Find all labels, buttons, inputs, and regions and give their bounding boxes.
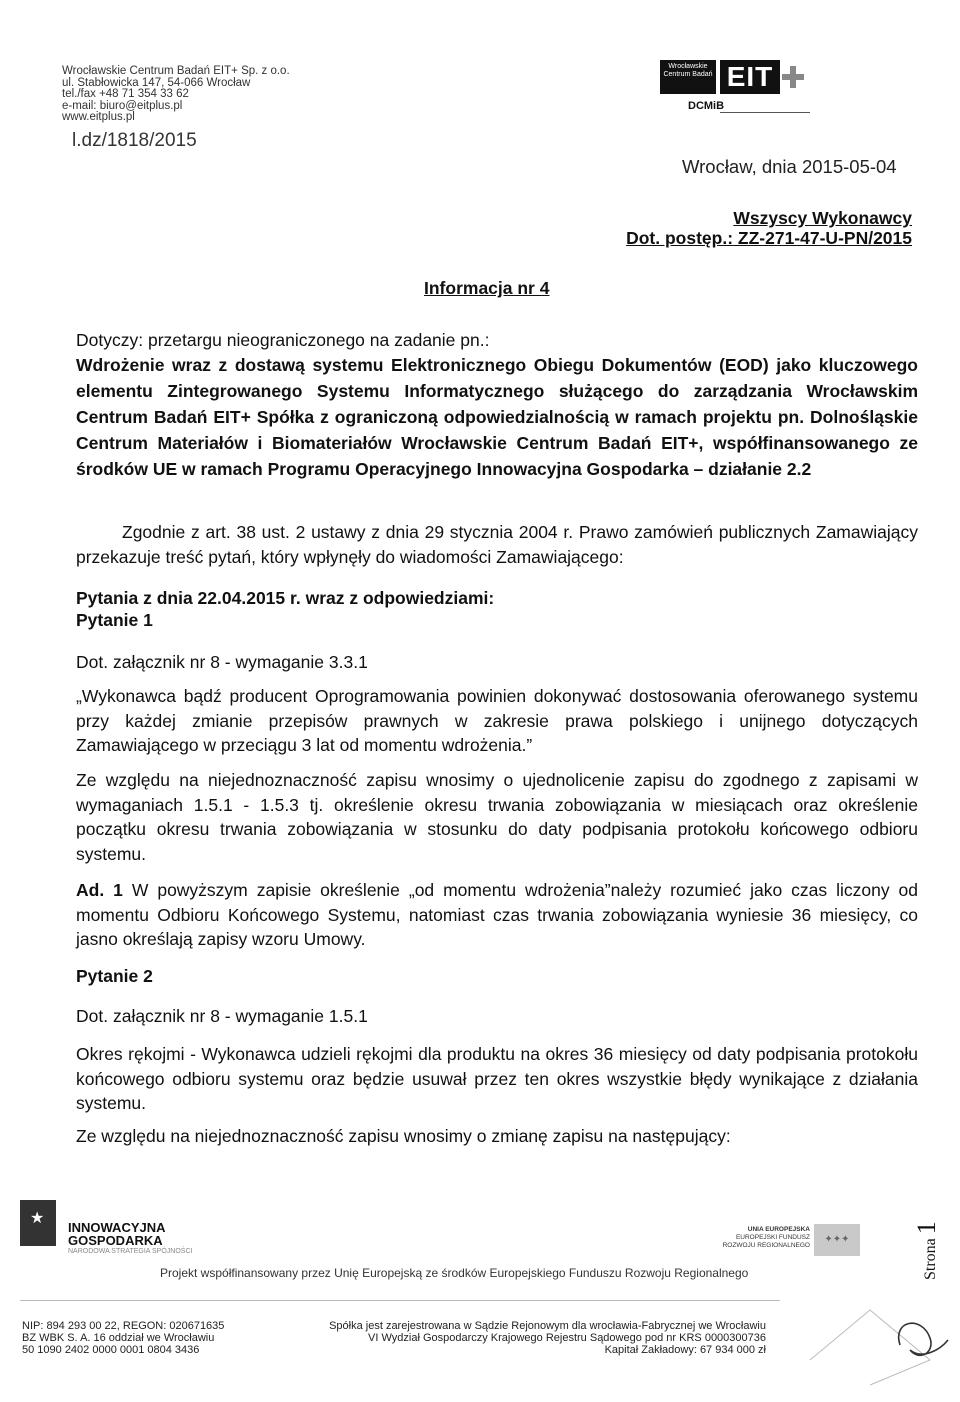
logo-plus-icon xyxy=(782,66,804,88)
company-phone: tel./fax +48 71 354 33 62 xyxy=(62,88,189,100)
company-email: e-mail: biuro@eitplus.pl xyxy=(62,99,183,112)
ig-title-2: GOSPODARKA xyxy=(68,1233,163,1248)
footer-bank: BZ WBK S. A. 16 oddział we Wrocławiu xyxy=(22,1332,215,1344)
footer-divider xyxy=(20,1300,780,1301)
footer-account: 50 1090 2402 0000 0001 0804 3436 xyxy=(22,1344,200,1356)
question-1-heading: Pytanie 1 xyxy=(76,610,153,630)
page-number-vertical xyxy=(912,1190,942,1280)
company-street: ul. Stabłowicka 147, 54-066 Wrocław xyxy=(62,76,251,89)
logo-underline xyxy=(720,112,810,113)
footer-krs: VI Wydział Gospodarczy Krajowego Rejestru Sądowego pod nr KRS 0000300736 xyxy=(368,1332,766,1344)
eu-line-3: ROZWOJU REGIONALNEGO xyxy=(722,1242,810,1249)
page-number: 1 xyxy=(912,1221,941,1235)
subject-title: Wdrożenie wraz z dostawą systemu Elektronicznego Obiegu Dokumentów (EOD) jako kluczowego elementu Zintegrowanego Systemu Informatycznego służącego do zarządzania Wrocławskim Centrum Badań EIT+ Spółka z ograniczoną odpowiedzialnością w ramach projektu pn. Dolnośląskie Centrum Materiałów i Biomateriałów Wrocławskie Centrum Badań EIT+, współfinansowanego ze środków UE w ramach Programu Operacyjnego Innowacyjna Gospodarka – działanie 2.2 xyxy=(76,355,918,479)
logo-main-text: EIT xyxy=(726,61,774,92)
subject-intro: Dotyczy: przetargu nieograniczonego na zadanie pn.: xyxy=(76,330,490,350)
date-line: Wrocław, dnia 2015-05-04 xyxy=(682,156,897,177)
document-title: Informacja nr 4 xyxy=(424,278,550,298)
footer-court: Spółka jest zarejestrowana w Sądzie Rejonowym dla wrocławia-Fabrycznej we Wrocławiu xyxy=(329,1320,766,1332)
eu-logo xyxy=(700,1224,860,1260)
legal-basis: Zgodnie z art. 38 ust. 2 ustawy z dnia 29 stycznia 2004 r. Prawo zamówień publicznych Zamawiający przekazuje treść pytań, który wpłynęły do wiadomości Zamawiającego: xyxy=(76,522,918,567)
question-2-heading: Pytanie 2 xyxy=(76,966,153,986)
footer-company-ids xyxy=(22,1320,282,1356)
eit-logo xyxy=(660,60,830,116)
eu-line-2: EUROPEJSKI FUNDUSZ xyxy=(735,1234,810,1241)
answer-1-label: Ad. 1 xyxy=(76,880,123,900)
logo-main-block xyxy=(720,60,780,94)
footer-registration xyxy=(290,1320,766,1356)
signature-icon xyxy=(899,1323,948,1355)
question-2-reference: Dot. załącznik nr 8 - wymaganie 1.5.1 xyxy=(76,1006,368,1026)
logo-small-text: Wrocławskie Centrum Badań xyxy=(663,63,713,78)
question-2-quote: Okres rękojmi - Wykonawca udzieli rękojmi dla produktu na okres 36 miesięcy od daty podpisania protokołu końcowego odbioru systemu oraz będzie usuwał przez ten okres wszystkie błędy wynikające z działania systemu. xyxy=(76,1044,918,1113)
question-1-body: Ze względu na niejednoznaczność zapisu wnosimy o ujednolicenie zapisu do zgodnego z zapisami w wymaganiach 1.5.1 - 1.5.3 tj. określenie okresu trwania zobowiązania w miesiącach oraz określenie początku okresu trwania zobowiązania w stosunku do daty podpisania protokołu końcowego odbioru systemu. xyxy=(76,770,918,864)
innowacyjna-gospodarka-logo xyxy=(20,1200,220,1255)
question-1-quote: „Wykonawca bądź producent Oprogramowania powinien dokonywać dostosowania oferowanego systemu przy każdej zmianie przepisów prawnych w zakresie prawa polskiego i unijnego dotyczących Zamawiającego w przeciągu 3 lat od momentu wdrożenia.” xyxy=(76,686,918,755)
reference-number: l.dz/1818/2015 xyxy=(72,130,197,151)
logo-left-block xyxy=(660,60,716,94)
eu-line-1: UNIA EUROPEJSKA xyxy=(747,1226,810,1233)
answer-1 xyxy=(76,878,918,952)
footer-nip-regon: NIP: 894 293 00 22, REGON: 020671635 xyxy=(22,1320,225,1332)
logo-sub-text: DCMiB xyxy=(688,100,725,112)
page-label: Strona xyxy=(922,1238,939,1280)
company-address-block xyxy=(62,66,322,124)
ig-title: INNOWACYJNA xyxy=(68,1220,166,1235)
eu-flag-icon: ✦✦✦ xyxy=(814,1224,860,1256)
company-website: www.eitplus.pl xyxy=(62,111,135,123)
footer-graphic-icon xyxy=(800,1290,950,1390)
question-1-reference: Dot. załącznik nr 8 - wymaganie 3.3.1 xyxy=(76,652,368,672)
ig-emblem-icon: ★ xyxy=(20,1200,56,1246)
footer-capital: Kapitał Zakładowy: 67 934 000 zł xyxy=(604,1344,766,1356)
recipients: Wszyscy Wykonawcy xyxy=(733,208,912,228)
answer-1-text: W powyższym zapisie określenie „od momentu wdrożenia”należy rozumieć jako czas liczony od momentu Odbioru Końcowego Systemu, natomiast czas trwania zobowiązania wyniesie 36 miesięcy, co jasno określają zapisy wzoru Umowy. xyxy=(76,880,918,949)
company-name: Wrocławskie Centrum Badań EIT+ Sp. z o.o. xyxy=(62,65,290,77)
question-2-body: Ze względu na niejednoznaczność zapisu wnosimy o zmianę zapisu na następujący: xyxy=(76,1126,731,1146)
questions-heading: Pytania z dnia 22.04.2015 r. wraz z odpowiedziami: xyxy=(76,588,495,608)
project-cofinancing-line: Projekt współfinansowany przez Unię Europejską ze środków Europejskiego Funduszu Rozwoju Regionalnego xyxy=(160,1266,749,1280)
case-reference: Dot. postęp.: ZZ-271-47-U-PN/2015 xyxy=(626,228,912,248)
ig-subtitle: NARODOWA STRATEGIA SPÓJNOŚCI xyxy=(68,1248,193,1255)
